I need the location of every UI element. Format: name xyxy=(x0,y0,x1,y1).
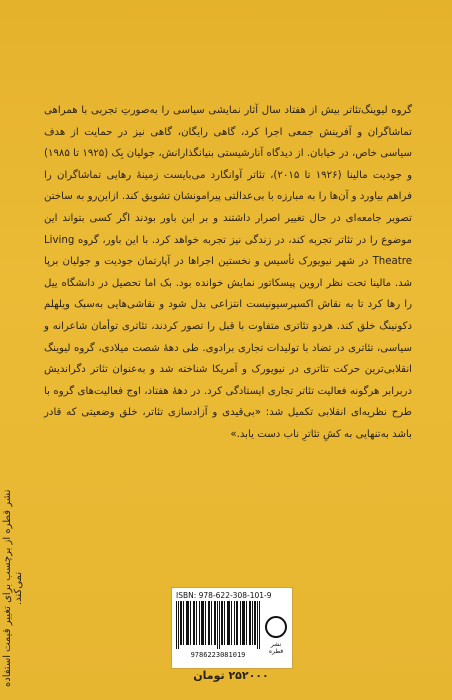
publisher-logo-text: نشر قطره xyxy=(268,641,284,655)
barcode-panel xyxy=(171,587,293,669)
barcode-number: 9786223081019 xyxy=(190,651,246,659)
drop-icon xyxy=(265,616,287,638)
blurb-paragraph: گروه لیوینگ‌تئاتر بیش از هفتاد سال آثار نمایشی سیاسی را به‌صورتِ تجربی با همراهی تماشاگران و آفرینش جمعی اجرا کرد، گاهی رایگان، گاهی نیز در حمایت از هدف سیاسی خاص، در خیابان. از دیدگاه آنارشیستی بنیانگذارانش، جولیان بِک (۱۹۲۵ تا ۱۹۸۵) و جودیت مالینا (۱۹۲۶ تا ۲۰۱۵)، تئاتر آوانگارد می‌بایست زمینهٔ رهایی تماشاگران را فراهم بیاورد و آن‌ها را به مبارزه با بی‌عدالتی پیرامونشان تشویق کند. ازاین‌رو به ساختن تصویر جامعه‌ای در حال تغییر اصرار داشتند و بر این باور بودند اگر کسی بتواند این موضوع را در تئاتر تجربه کند، در زندگی نیز تجربه خواهد کرد. با این باور، گروه Living Theatre در شهر نیویورک تأسیس و نخستین اجراها در آپارتمان جودیت و جولیان برپا شد. مالینا تحت نظر اروین پیسکاتور نمایش خوانده بود. بک اما تحصیل در دانشگاه ییل را رها کرد تا به نقاش اکسپرسیونیست انتزاعی بدل شود و نقاشی‌هایی به‌سبک ویلهلم دکونینگ خلق کند. هردو تئاتری متفاوت با قبل را تصور کردند، تئاتری توأمان شاعرانه و سیاسی، تئاتری در تضاد با تولیدات تجاری برادوی. طی دههٔ شصت میلادی، گروه لیوینگ انقلابی‌ترین حرکت تئاتری در نیویورک و آمریکا شناخته شد و به‌عنوان تئاتر دگراندیش دربرابر هرگونه فعالیت تئاتر تجاری ایستادگی کرد. در دههٔ هفتاد، اوج فعالیت‌های گروه با طرح نظریه‌ای انقلابی تکمیل شد: «بی‌قیدی و آزادسازی تئاتر، خلق وضعیتی که قادر باشد به‌تنهایی به کشِ تئاترِ ناب دست یابد.» xyxy=(44,105,413,440)
price-label: ۲۵۲۰۰۰ تومان xyxy=(193,669,269,682)
price-label-note: نشر قطره از برچسب برای تغییر قیمت استفاده نمی‌کند. xyxy=(2,489,24,687)
publisher-logo xyxy=(264,616,288,656)
blurb-text xyxy=(44,100,412,446)
isbn-label: ISBN: 978-622-308-101-9 xyxy=(176,591,272,600)
barcode-icon xyxy=(176,601,260,649)
